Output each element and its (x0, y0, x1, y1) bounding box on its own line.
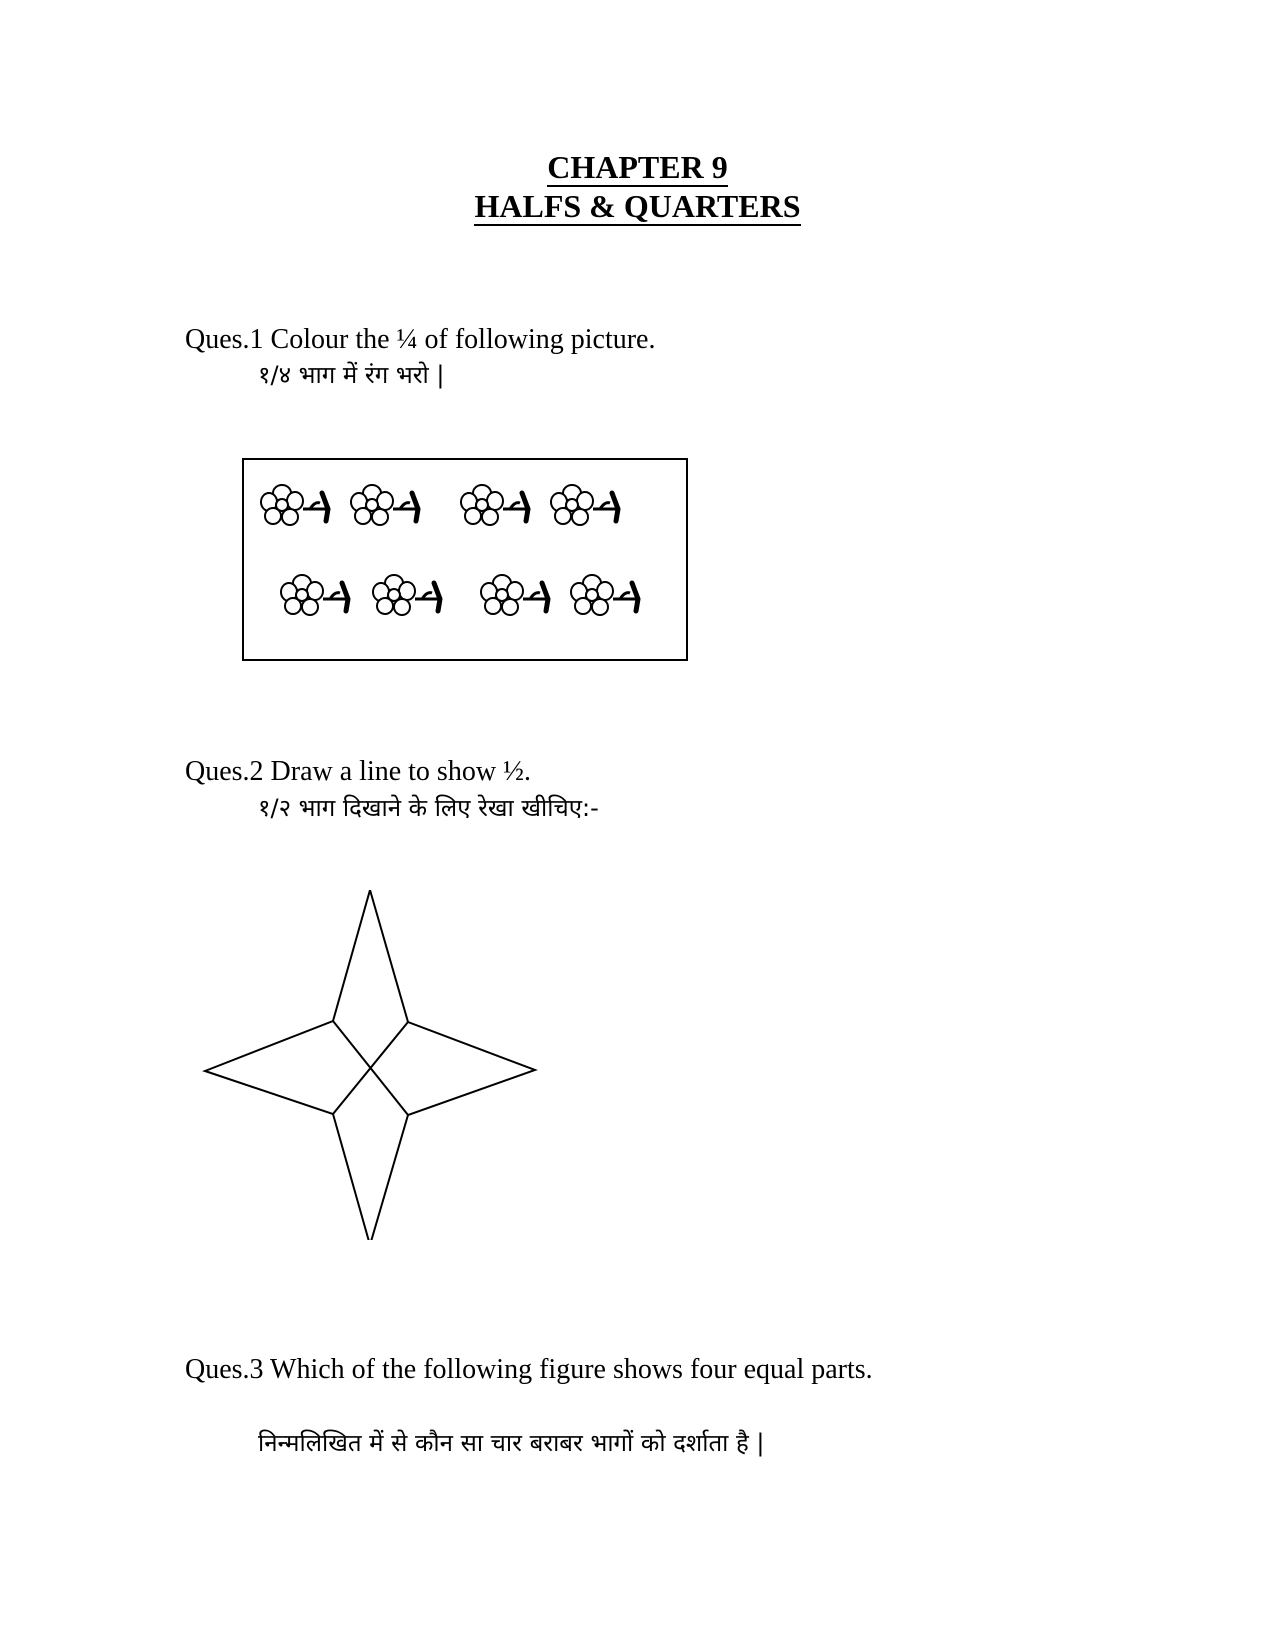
question-2-hindi-text: १/२ भाग दिखाने के लिए रेखा खीचिए:- (258, 794, 599, 822)
flower-icon (571, 575, 638, 615)
flower-icon (261, 485, 328, 525)
question-3-text: Ques.3 Which of the following figure shows four equal parts. (185, 1354, 873, 1385)
flower-icon (481, 575, 548, 615)
question-3-hindi-text: निन्मलिखित में से कौन सा चार बराबर भागों को दर्शाता है | (258, 1429, 765, 1457)
flower-icon (281, 575, 348, 615)
flower-icon (351, 485, 418, 525)
question-1-hindi-text: १/४ भाग में रंग भरो | (258, 361, 445, 389)
flower-icon (461, 485, 528, 525)
chapter-title: CHAPTER 9 (547, 149, 728, 185)
flower-icon (373, 575, 440, 615)
question-2-text: Ques.2 Draw a line to show ½. (185, 756, 532, 787)
chapter-subtitle: HALFS & QUARTERS (474, 188, 801, 224)
flower-picture (244, 460, 686, 659)
question-1-text: Ques.1 Colour the ¼ of following picture. (185, 324, 656, 355)
four-point-star-figure (200, 890, 540, 1240)
flower-picture-box (242, 458, 688, 661)
star-outline (205, 890, 535, 1240)
flower-icon (551, 485, 618, 525)
